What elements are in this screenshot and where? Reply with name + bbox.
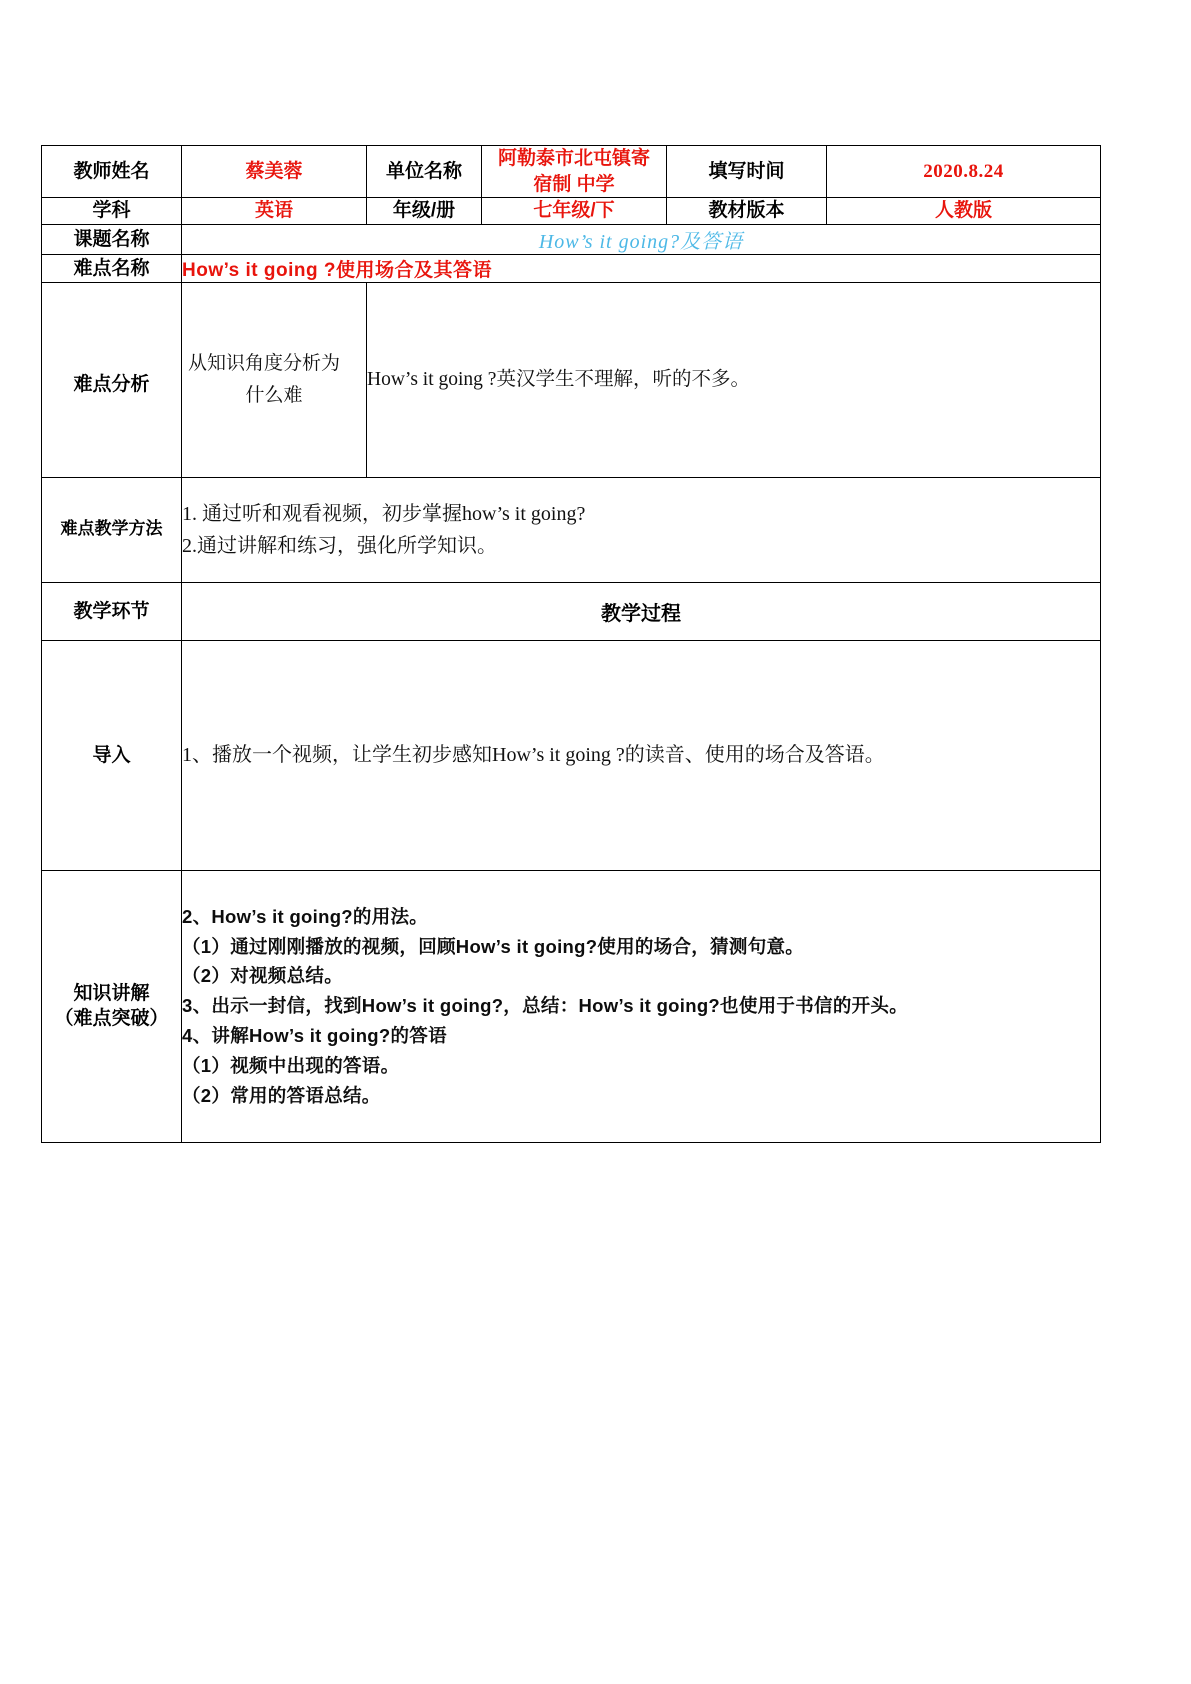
explain-line-5: 4、讲解How’s it going?的答语 [182, 1025, 447, 1047]
label-fill-date: 填写时间 [667, 146, 827, 198]
introduction-content: 1、播放一个视频，让学生初步感知How’s it going ?的读音、使用的场合及答语。 [182, 640, 1101, 870]
value-subject: 英语 [182, 198, 367, 225]
analysis-content: How’s it going ?英汉学生不理解，听的不多。 [367, 282, 1101, 477]
label-teacher-name: 教师姓名 [42, 146, 182, 198]
label-introduction: 导入 [42, 640, 182, 870]
table-row-method [42, 477, 1101, 582]
label-knowledge-explanation-line2: （难点突破） [54, 1008, 169, 1030]
table-row-process-header [42, 582, 1101, 640]
knowledge-explanation-content [182, 870, 1101, 1142]
lesson-plan-table [41, 145, 1101, 1143]
table-row-topic [42, 224, 1101, 254]
explain-line-2: （1）通过刚刚播放的视频，回顾How’s it going?使用的场合，猜测句意。 [182, 935, 805, 957]
value-unit-name-line2: 宿制 中学 [533, 173, 615, 195]
label-knowledge-explanation [42, 870, 182, 1142]
explain-line-7: （2）常用的答语总结。 [182, 1085, 381, 1107]
value-unit-name [482, 146, 667, 198]
explain-line-6: （1）视频中出现的答语。 [182, 1055, 400, 1077]
method-line-1: 1. 通过听和观看视频，初步掌握how’s it going? [182, 502, 586, 525]
explain-line-3: （2）对视频总结。 [182, 965, 343, 987]
label-teaching-process: 教学过程 [182, 582, 1101, 640]
method-line-2: 2.通过讲解和练习，强化所学知识。 [182, 534, 497, 557]
label-difficulty-method: 难点教学方法 [42, 477, 182, 582]
label-knowledge-explanation-line1: 知识讲解 [73, 982, 150, 1004]
label-subject: 学科 [42, 198, 182, 225]
value-grade: 七年级/下 [482, 198, 667, 225]
table-row-subject-info [42, 198, 1101, 225]
label-unit-name: 单位名称 [367, 146, 482, 198]
label-difficulty-analysis: 难点分析 [42, 282, 182, 477]
value-textbook-version: 人教版 [827, 198, 1101, 225]
method-content [182, 477, 1101, 582]
label-keypoint-name: 难点名称 [42, 254, 182, 282]
analysis-subprompt [182, 282, 367, 477]
value-teacher-name: 蔡美蓉 [182, 146, 367, 198]
explain-line-1: 2、How’s it going?的用法。 [182, 905, 429, 927]
table-row-teacher-info [42, 146, 1101, 198]
label-textbook-version: 教材版本 [667, 198, 827, 225]
table-row-keypoint [42, 254, 1101, 282]
lesson-plan-sheet [41, 145, 1100, 1143]
value-topic-name: How’s it going?及答语 [182, 224, 1101, 254]
value-fill-date: 2020.8.24 [827, 146, 1101, 198]
label-topic-name: 课题名称 [42, 224, 182, 254]
value-keypoint-name: How’s it going ?使用场合及其答语 [182, 254, 1101, 282]
analysis-subprompt-line2: 什么难 [245, 384, 303, 406]
value-unit-name-line1: 阿勒泰市北屯镇寄 [497, 148, 650, 169]
explain-line-4: 3、出示一封信，找到How’s it going?，总结：How’s it going?也使用于书信的开头。 [182, 995, 909, 1017]
table-row-introduction [42, 640, 1101, 870]
table-row-knowledge-explanation [42, 870, 1101, 1142]
label-grade: 年级/册 [367, 198, 482, 225]
analysis-subprompt-line1: 从知识角度分析为 [188, 352, 341, 374]
table-row-analysis [42, 282, 1101, 477]
label-teaching-stage: 教学环节 [42, 582, 182, 640]
